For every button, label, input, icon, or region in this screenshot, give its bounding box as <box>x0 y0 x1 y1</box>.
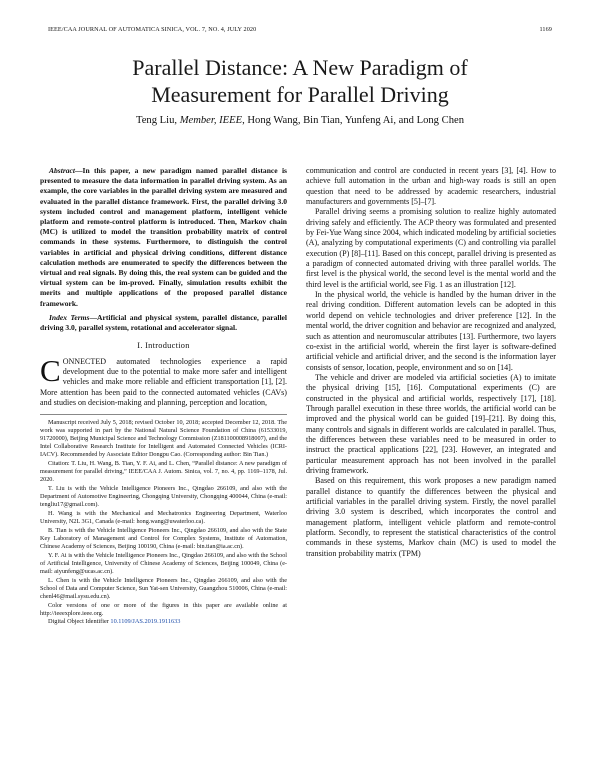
author-first: Teng Liu, <box>136 115 178 126</box>
index-terms-lead: Index Terms <box>49 312 90 322</box>
doi-line <box>40 618 287 626</box>
abstract <box>40 166 287 309</box>
author-list <box>40 115 560 126</box>
left-column <box>40 166 287 626</box>
footnote: Y. F. Ai is with the Vehicle Intelligence Pioneers Inc., Qingdao 266109, and also with the School of Artificial Intelligence, University of Chinese Academy of Sciences, Beijing 100049, China (e-mail: aiyunfeng@ucas.ac.cn). <box>40 552 288 576</box>
footnote: Color versions of one or more of the figures in this paper are available online at http://ieeexplore.ieee.org. <box>40 602 287 618</box>
footnote: T. Liu is with the Vehicle Intelligence Pioneers Inc., Qingdao 266109, and also with the Department of Automotive Engineering, Chongqing University, Chongqing 400044, China (e-mail: tengliu17@gmail.com). <box>40 485 287 509</box>
doi-prefix: Digital Object Identifier <box>48 618 111 626</box>
page-number: 1169 <box>539 26 552 33</box>
paper-title <box>40 54 560 108</box>
index-terms-text: —Artificial and physical system, parallel distance, parallel driving 3.0, parallel system, rotational and accelerator signal. <box>40 312 287 333</box>
drop-cap: C <box>40 352 61 388</box>
intro-text: ONNECTED automated technologies experience a rapid development due to the potential to make more safer and intelligent vehicles and make more reliable and efficient transportation [1], [2]. More attention has been paid to the connected automated vehicles (CAVs) and studies on decision-making and planning, perception and location, <box>40 356 287 407</box>
title-line-1: Parallel Distance: A New Paradigm of <box>132 55 468 80</box>
intro-paragraph <box>40 352 287 409</box>
footnote: B. Tian is with the Vehicle Intelligence Pioneers Inc., Qingdao 266109, and also with the State Key Laboratory of Management and Control for Complex Systems, Institute of Automation, Chinese Academy of Sciences, Beijing 100190, China (e-mail: bin.tian@ia.ac.cn). <box>40 527 287 551</box>
body-paragraph: Parallel driving seems a promising solution to realize highly automated driving safely and efficiently. The ACP theory was formulated and presented by Fei-Yue Wang since 2004, which indicated modeling by artificial societies (A), analyzing by computational experiments (C) and controlling via parallel execution (P) [8]–[11]. Based on this concept, parallel driving is presented as a paradigm of connected automated driving with three parallel worlds. The first level is the physical world, the second level is the mental world and the third level is the artificial world, see Fig. 1 as an illustration [12]. <box>306 207 556 289</box>
body-paragraph: In the physical world, the vehicle is handled by the human driver in the real driving condition. Different automation levels can be adopted in this world depend on vehicle technologies and driver preference [12]. In the mental world, the driver cognition and behavior are recognized and analyzed, such as attention and neuromuscular attributes [13]. Furthermore, two layers co-exist in the artificial world, wherein the first layer is software-defined artificial vehicle and artificial driver, and the second is the information layer consists of sensor, location, people, environment and so on [14]. <box>306 290 556 372</box>
title-line-2: Measurement for Parallel Driving <box>151 82 449 107</box>
footnote: Manuscript received July 5, 2018; revised October 10, 2018; accepted December 12, 2018. The work was supported in part by the National Natural Science Foundation of China (61533019, 91720000), Beijing Municipal Science and Technology Commission (Z181100008918007), and the Intel Collaborative Research Institute for Intelligent and Automated Connected Vehicles (ICRI-IACV). Recommended by Associate Editor Dongpu Cao. (Corresponding author: Bin Tian.) <box>40 419 287 459</box>
body-paragraph: The vehicle and driver are modeled via artificial societies (A) to imitate the physical driving [15], [16]. Computational experiments (C) are constructed in the physical and artificial worlds, respectively [17], [18]. Through parallel execution in these three worlds, the artificial world can be improved and the physical world can be guided [19]–[21]. By doing this, many controls and signals in different worlds are calculated in parallel. Thus, the differences between these variables need to be measured in order to instruct the practical applications [22], [23]. However, an integrated and particular measurement approach has not been involved in the parallel driving framework. <box>306 372 556 475</box>
footnote: H. Wang is with the Mechanical and Mechatronics Engineering Department, Waterloo University, N2L 3G1, Canada (e-mail: hong.wang@uwaterloo.ca). <box>40 510 287 526</box>
author-first-role: Member, IEEE <box>179 115 243 126</box>
journal-name: IEEE/CAA JOURNAL OF AUTOMATICA SINICA, VOL. 7, NO. 4, JULY 2020 <box>48 26 257 33</box>
running-header <box>48 26 552 36</box>
index-terms <box>40 313 287 333</box>
right-column <box>306 166 556 559</box>
footnote: Citation: T. Liu, H. Wang, B. Tian, Y. F. Ai, and L. Chen, “Parallel distance: A new paradigm of measurement for parallel driving,” IEEE/CAA J. Autom. Sinica, vol. 7, no. 4, pp. 1169–1178, Jul. 2020. <box>40 460 287 484</box>
abstract-lead: Abstract <box>49 166 75 175</box>
author-rest: , Hong Wang, Bin Tian, Yunfeng Ai, and Long Chen <box>242 115 464 126</box>
footnotes <box>40 414 287 626</box>
footnote: L. Chen is with the Vehicle Intelligence Pioneers Inc., Qingdao 266109, and also with the School of Data and Computer Science, Sun Yat-sen University, Guangzhou 510006, China (e-mail: chenl46@mail.sysu.edu.cn). <box>40 577 287 601</box>
section-heading: I. Introduction <box>137 341 190 351</box>
abstract-text: —In this paper, a new paradigm named parallel distance is presented to measure the data information in parallel driving system. As an example, the core variables in the parallel driving system are measured and evaluated in the parallel distance framework. First, the parallel driving 3.0 system included control and management platform, intelligent vehicle platform and remote-control platform is introduced. Then, Markov chain (MC) is utilized to model the transition probability matrix of control commands in these systems. Furthermore, to distinguish the control variables in artificial and physical driving conditions, different distance calculation methods are enumerated to specify the differences between the virtual and real signals. By doing this, the real system can be guided and the virtual system can be im-proved. Finally, simulation results exhibit the merits and multiple applications of the proposed parallel distance framework. <box>40 166 287 308</box>
body-paragraph: communication and control are conducted in recent years [3], [4]. How to achieve full automation in the urban and high-way roads is still an open question that need to be addressed by academic researchers, industrial manufacturers and governments [5]–[7]. <box>306 166 556 207</box>
doi-link[interactable]: 10.1109/JAS.2019.1911633 <box>110 618 181 626</box>
body-paragraph: Based on this requirement, this work proposes a new paradigm named parallel distance to quantify the differences between the physical and artificial variables in the parallel driving system. Firstly, the novel parallel driving 3.0 system is described, which incorporates the control and management platform, intelligent vehicle platform and remote-control platform. Secondly, to represent the statistical characteristics of the control commands in these systems, Markov chain (MC) is used to model the transition probability matrix (TPM) <box>306 476 556 558</box>
